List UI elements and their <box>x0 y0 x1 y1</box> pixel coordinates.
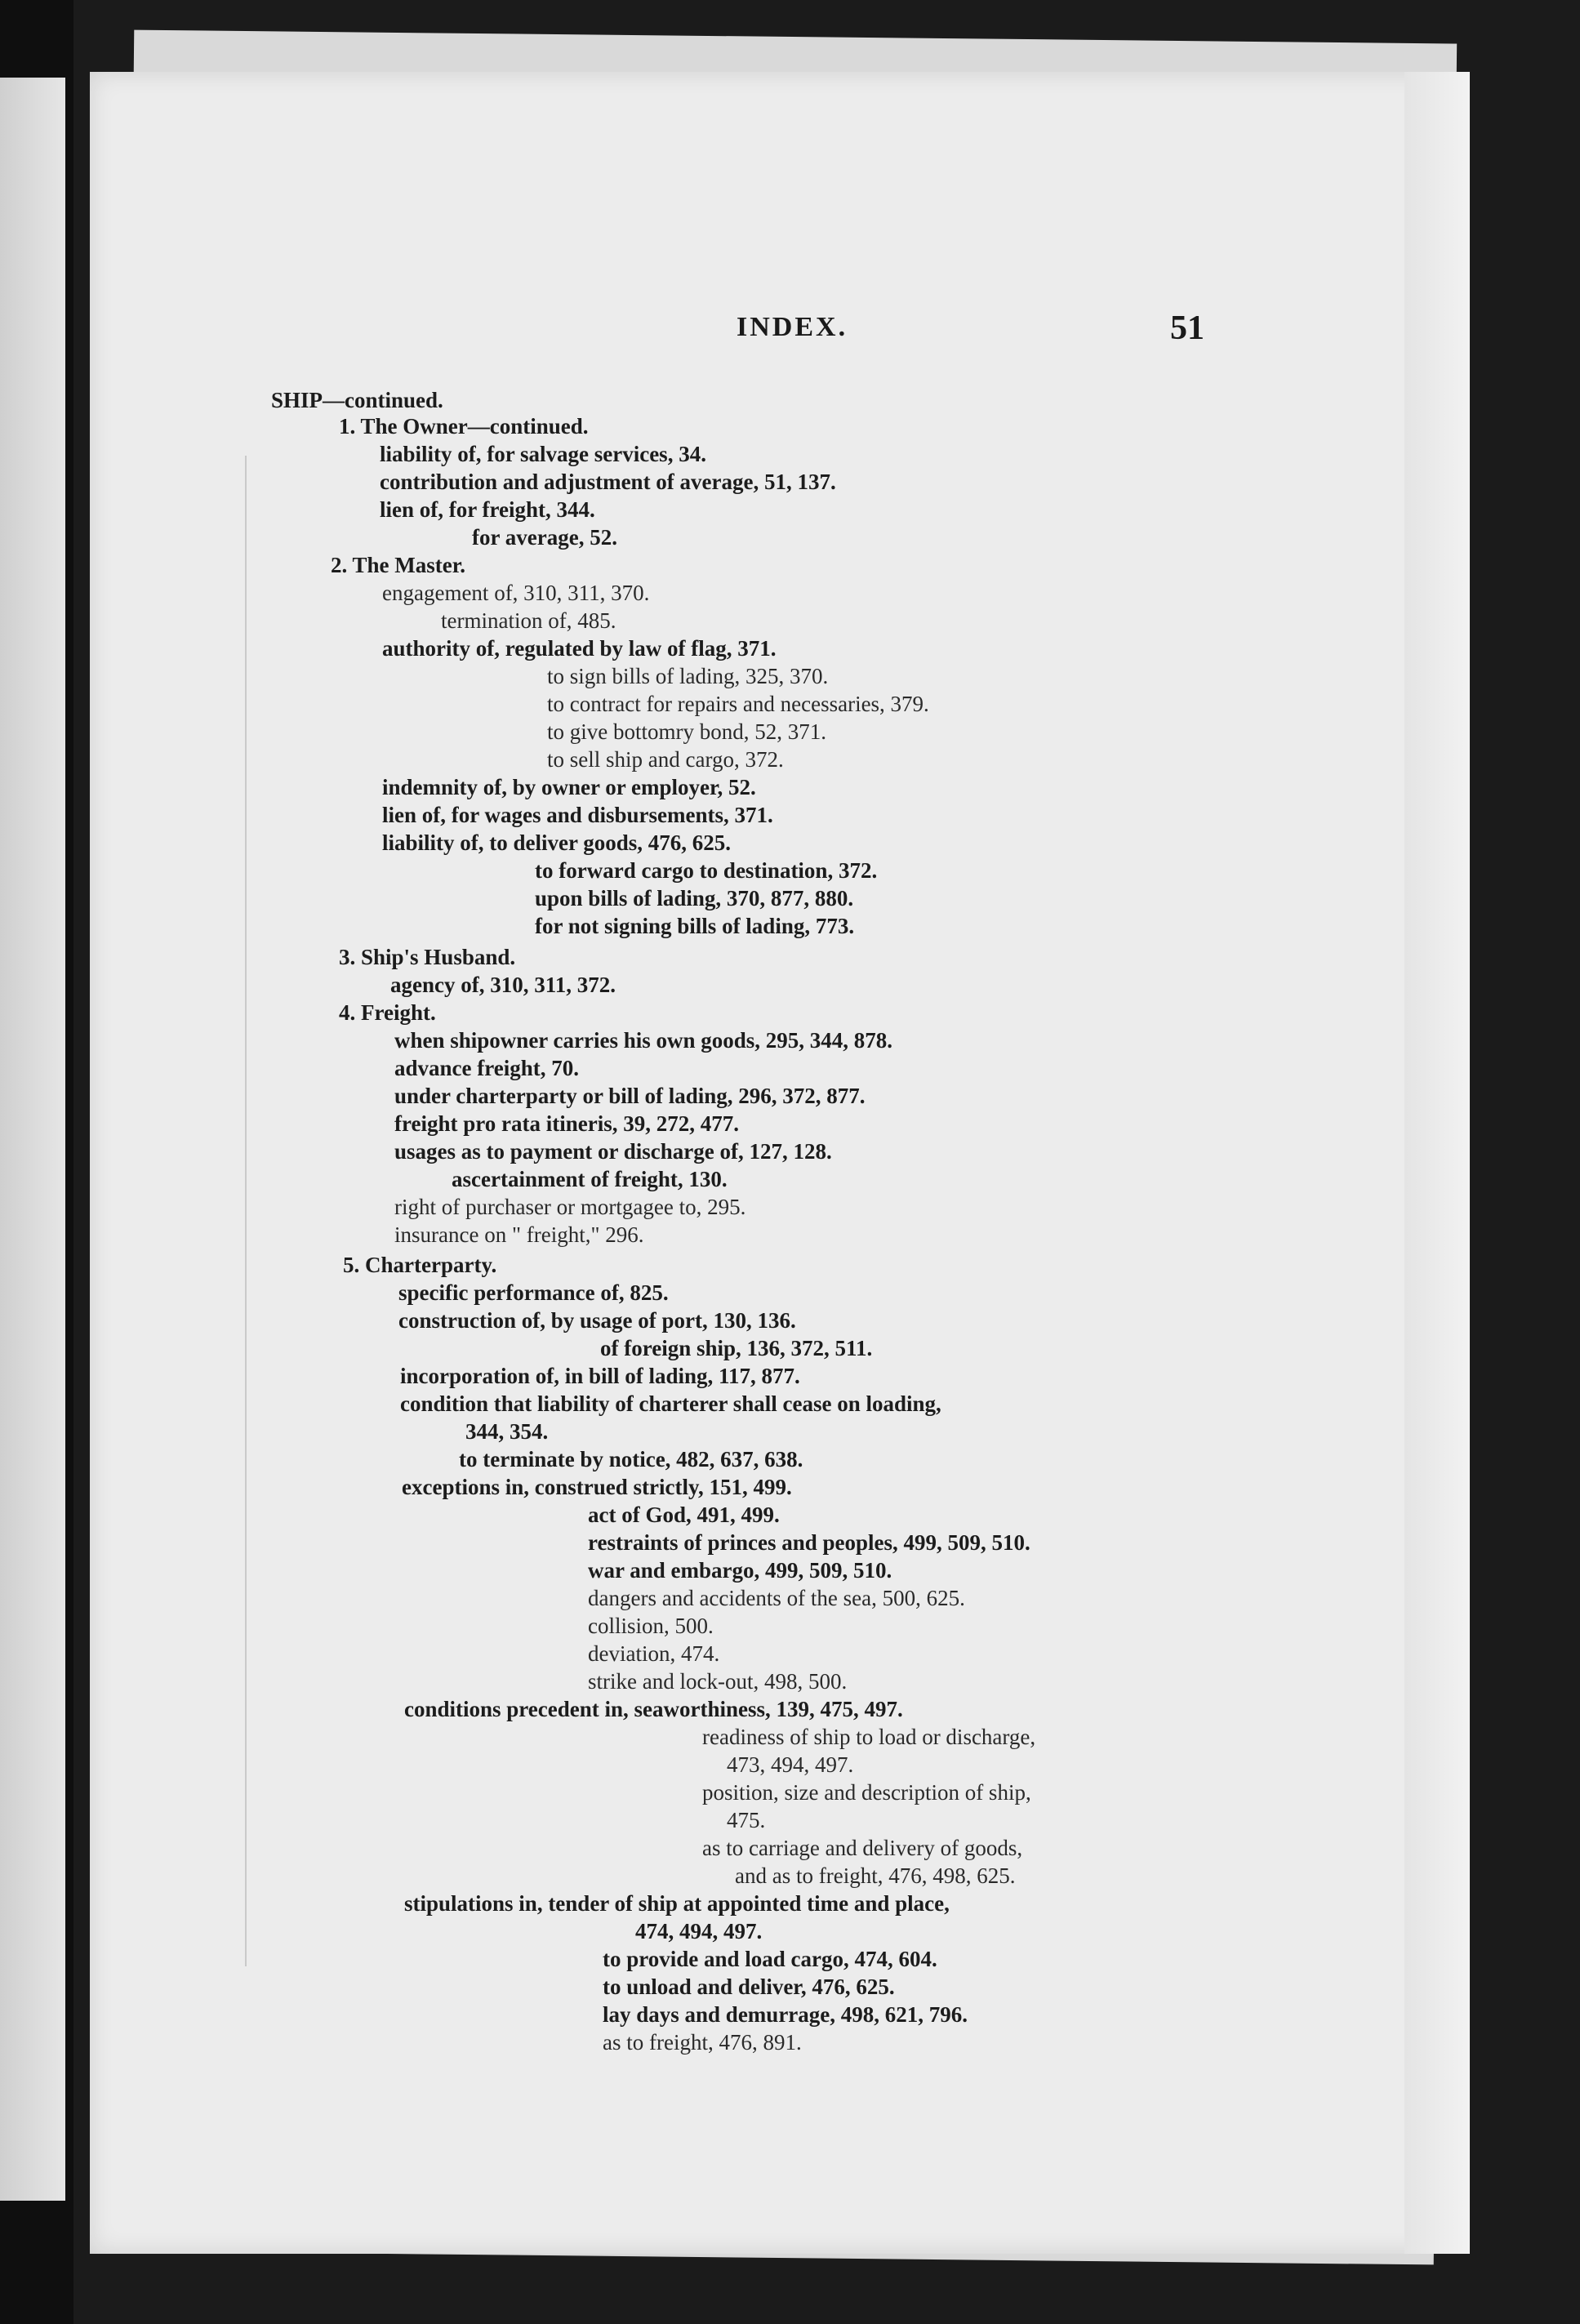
index-subentry: 344, 354. <box>465 1419 549 1444</box>
index-subentry: termination of, 485. <box>441 608 616 633</box>
index-subentry: to provide and load cargo, 474, 604. <box>603 1947 937 1971</box>
index-entry: usages as to payment or discharge of, 127, 128. <box>394 1139 832 1164</box>
index-subentry: as to carriage and delivery of goods, <box>702 1836 1023 1860</box>
index-subentry: to forward cargo to destination, 372. <box>535 858 878 883</box>
gutter-line <box>245 456 247 1966</box>
index-entry: insurance on " freight," 296. <box>394 1222 644 1247</box>
index-entry: indemnity of, by owner or employer, 52. <box>382 775 756 799</box>
index-entry: when shipowner carries his own goods, 295, 344, 878. <box>394 1028 893 1053</box>
page-edge <box>1404 72 1470 2254</box>
index-subentry: strike and lock-out, 498, 500. <box>588 1669 848 1694</box>
index-entry: right of purchaser or mortgagee to, 295. <box>394 1195 746 1219</box>
index-entry: exceptions in, construed strictly, 151, 499. <box>402 1475 792 1499</box>
adjacent-page <box>0 78 65 2201</box>
index-entry: stipulations in, tender of ship at appointed time and place, <box>404 1891 950 1916</box>
index-subentry: 475. <box>727 1808 766 1832</box>
index-section: 3. Ship's Husband. <box>339 945 516 969</box>
index-subentry: 473, 494, 497. <box>727 1752 854 1777</box>
index-subentry: war and embargo, 499, 509, 510. <box>588 1558 892 1583</box>
index-subentry: upon bills of lading, 370, 877, 880. <box>535 886 854 910</box>
index-entry: agency of, 310, 311, 372. <box>390 973 616 997</box>
index-subentry: position, size and description of ship, <box>702 1780 1031 1805</box>
index-subentry: collision, 500. <box>588 1614 714 1638</box>
index-entry: engagement of, 310, 311, 370. <box>382 581 650 605</box>
index-subentry: act of God, 491, 499. <box>588 1503 780 1527</box>
index-subentry: to contract for repairs and necessaries, 379. <box>547 692 929 716</box>
index-entry: contribution and adjustment of average, 51, 137. <box>380 470 836 494</box>
index-entry: authority of, regulated by law of flag, 371. <box>382 636 777 661</box>
page-title: INDEX. <box>737 312 848 342</box>
index-subentry: 474, 494, 497. <box>635 1919 763 1943</box>
index-subentry: for not signing bills of lading, 773. <box>535 914 855 938</box>
index-entry: liability of, to deliver goods, 476, 625. <box>382 830 732 855</box>
index-entry: freight pro rata itineris, 39, 272, 477. <box>394 1111 739 1136</box>
index-subentry: of foreign ship, 136, 372, 511. <box>600 1336 873 1360</box>
document-page <box>90 72 1470 2254</box>
index-subentry: and as to freight, 476, 498, 625. <box>735 1863 1016 1888</box>
index-subentry: restraints of princes and peoples, 499, 509, 510. <box>588 1530 1030 1555</box>
index-subentry: dangers and accidents of the sea, 500, 625. <box>588 1586 965 1610</box>
index-entry: lien of, for wages and disbursements, 371. <box>382 803 773 827</box>
index-entry: incorporation of, in bill of lading, 117, 877. <box>400 1364 800 1388</box>
index-entry: under charterparty or bill of lading, 296, 372, 877. <box>394 1084 866 1108</box>
index-entry: conditions precedent in, seaworthiness, 139, 475, 497. <box>404 1697 903 1721</box>
index-subentry: readiness of ship to load or discharge, <box>702 1725 1036 1749</box>
index-entry: condition that liability of charterer shall cease on loading, <box>400 1391 941 1416</box>
index-subentry: lay days and demurrage, 498, 621, 796. <box>603 2002 968 2027</box>
index-section: 1. The Owner—continued. <box>339 414 589 439</box>
index-subentry: to give bottomry bond, 52, 371. <box>547 719 826 744</box>
index-section: 4. Freight. <box>339 1000 436 1025</box>
index-subentry: to sell ship and cargo, 372. <box>547 747 784 772</box>
index-section: 5. Charterparty. <box>343 1253 497 1277</box>
index-subentry: to sign bills of lading, 325, 370. <box>547 664 829 688</box>
index-subentry: to unload and deliver, 476, 625. <box>603 1975 895 1999</box>
index-entry: lien of, for freight, 344. <box>380 497 595 522</box>
index-section: 2. The Master. <box>331 553 465 577</box>
index-entry: construction of, by usage of port, 130, 136. <box>398 1308 796 1333</box>
page-number: 51 <box>1170 309 1204 347</box>
index-subentry: for average, 52. <box>472 525 617 550</box>
index-subentry: ascertainment of freight, 130. <box>452 1167 728 1191</box>
index-entry: specific performance of, 825. <box>398 1280 669 1305</box>
index-subentry: to terminate by notice, 482, 637, 638. <box>459 1447 803 1471</box>
index-heading: SHIP—continued. <box>271 388 443 412</box>
index-subentry: as to freight, 476, 891. <box>603 2030 802 2055</box>
index-subentry: deviation, 474. <box>588 1641 720 1666</box>
index-entry: liability of, for salvage services, 34. <box>380 442 706 466</box>
index-entry: advance freight, 70. <box>394 1056 579 1080</box>
